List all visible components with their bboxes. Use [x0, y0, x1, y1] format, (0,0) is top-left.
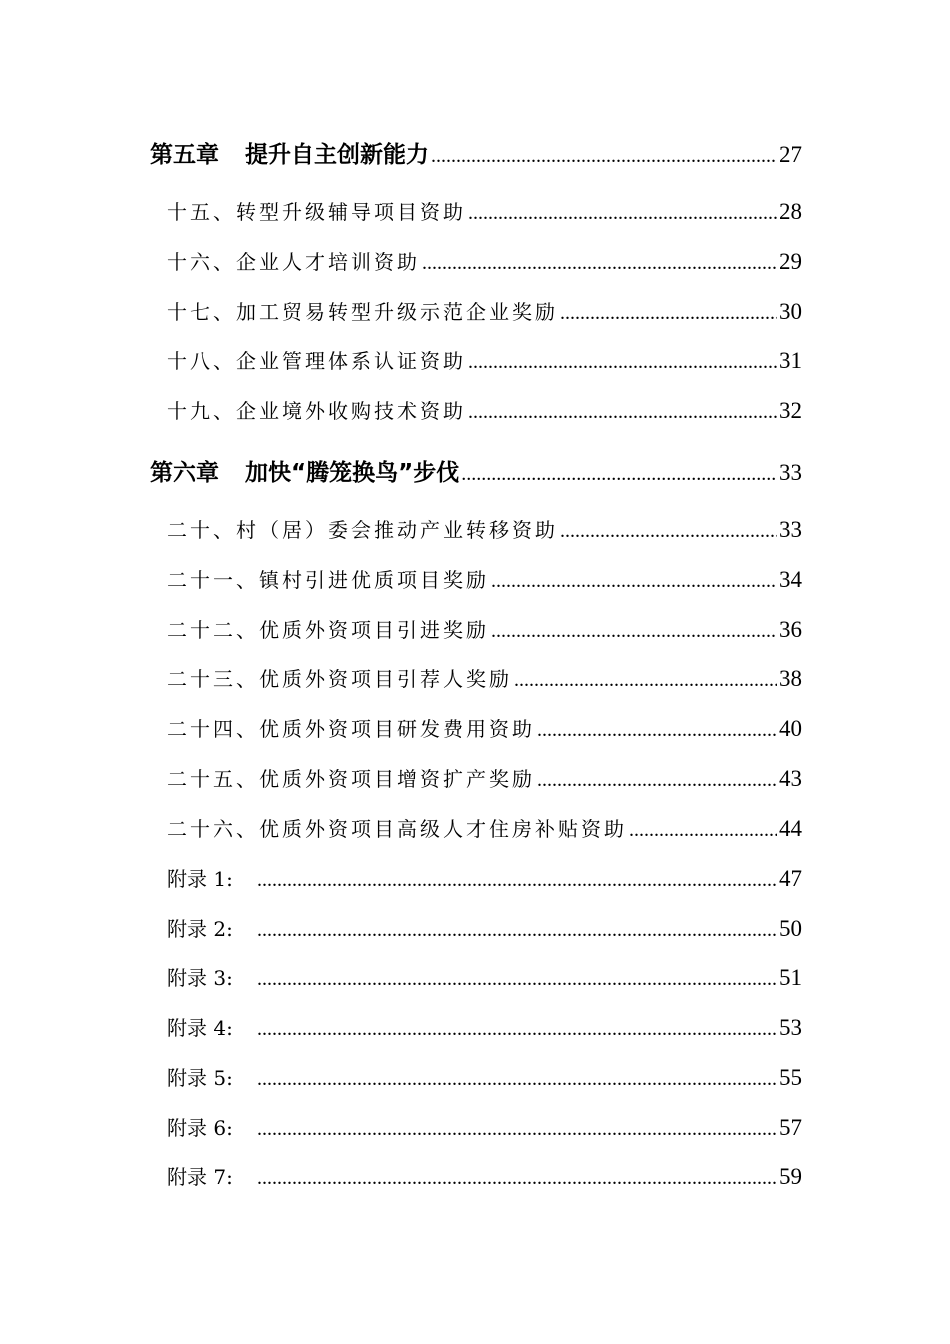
page-number: 34	[779, 567, 802, 592]
toc-entry[interactable]	[167, 246, 802, 275]
dot-leader	[629, 819, 777, 842]
toc-chapter-6[interactable]	[150, 454, 802, 487]
entry-label: 二十四、优质外资项目研发费用资助	[167, 717, 535, 741]
page-number: 59	[779, 1164, 802, 1189]
toc-entry[interactable]	[167, 196, 802, 225]
toc-entry[interactable]	[167, 564, 802, 593]
toc-appendix[interactable]	[167, 1062, 802, 1091]
toc-appendix[interactable]	[167, 962, 802, 991]
toc-appendix[interactable]	[167, 913, 802, 942]
toc-chapter-5[interactable]	[150, 136, 802, 169]
dot-leader	[257, 968, 777, 991]
dot-leader	[422, 252, 777, 275]
entry-label: 十六、企业人才培训资助	[167, 250, 420, 274]
dot-leader	[431, 145, 777, 168]
page-number: 51	[779, 965, 802, 990]
dot-leader	[491, 570, 777, 593]
page-number: 43	[779, 766, 802, 791]
page-number: 36	[779, 617, 802, 642]
entry-label: 十七、加工贸易转型升级示范企业奖励	[167, 300, 558, 324]
page-number: 53	[779, 1015, 802, 1040]
appendix-label: 附录 4:	[167, 1016, 233, 1040]
entry-label: 二十五、优质外资项目增资扩产奖励	[167, 767, 535, 791]
dot-leader	[257, 1118, 777, 1141]
page-number: 29	[779, 249, 802, 274]
page-number: 38	[779, 666, 802, 691]
toc-appendix[interactable]	[167, 1112, 802, 1141]
dot-leader	[468, 202, 777, 225]
entry-label: 二十三、优质外资项目引荐人奖励	[167, 667, 512, 691]
toc-entry[interactable]	[167, 395, 802, 424]
chapter-title: 加快“腾笼换鸟”步伐	[245, 460, 460, 486]
toc-entry[interactable]	[167, 514, 802, 543]
dot-leader	[491, 620, 777, 643]
toc-entry[interactable]	[167, 345, 802, 374]
entry-label: 二十一、镇村引进优质项目奖励	[167, 568, 489, 592]
chapter-number: 第六章	[150, 460, 219, 486]
page-number: 33	[779, 460, 802, 485]
entry-label: 二十、村（居）委会推动产业转移资助	[167, 518, 558, 542]
dot-leader	[468, 351, 777, 374]
page-number: 33	[779, 517, 802, 542]
toc-entry[interactable]	[167, 763, 802, 792]
page-number: 40	[779, 716, 802, 741]
page-number: 30	[779, 299, 802, 324]
toc-entry[interactable]	[167, 813, 802, 842]
entry-label: 十五、转型升级辅导项目资助	[167, 200, 466, 224]
appendix-label: 附录 2:	[167, 917, 233, 941]
page-number: 28	[779, 199, 802, 224]
dot-leader	[514, 669, 777, 692]
dot-leader	[560, 302, 777, 325]
page-number: 50	[779, 916, 802, 941]
page-number: 44	[779, 816, 802, 841]
appendix-label: 附录 6:	[167, 1116, 233, 1140]
toc-entry[interactable]	[167, 663, 802, 692]
toc-appendix[interactable]	[167, 863, 802, 892]
dot-leader	[461, 463, 777, 486]
appendix-label: 附录 7:	[167, 1165, 233, 1189]
dot-leader	[560, 520, 777, 543]
toc-entry[interactable]	[167, 713, 802, 742]
toc-entry[interactable]	[167, 296, 802, 325]
dot-leader	[468, 401, 777, 424]
chapter-number: 第五章	[150, 142, 219, 168]
entry-label: 二十六、优质外资项目高级人才住房补贴资助	[167, 817, 627, 841]
toc-appendix[interactable]	[167, 1161, 802, 1190]
page-number: 47	[779, 866, 802, 891]
appendix-label: 附录 3:	[167, 966, 233, 990]
entry-label: 十八、企业管理体系认证资助	[167, 349, 466, 373]
page-number: 55	[779, 1065, 802, 1090]
page-number: 57	[779, 1115, 802, 1140]
page-number: 27	[779, 142, 802, 167]
page-number: 31	[779, 348, 802, 373]
appendix-label: 附录 1:	[167, 867, 233, 891]
dot-leader	[537, 719, 777, 742]
entry-label: 十九、企业境外收购技术资助	[167, 399, 466, 423]
page-number: 32	[779, 398, 802, 423]
entry-label: 二十二、优质外资项目引进奖励	[167, 618, 489, 642]
dot-leader	[257, 1068, 777, 1091]
dot-leader	[257, 1018, 777, 1041]
dot-leader	[257, 869, 777, 892]
toc-appendix[interactable]	[167, 1012, 802, 1041]
appendix-label: 附录 5:	[167, 1066, 233, 1090]
dot-leader	[537, 769, 777, 792]
toc-entry[interactable]	[167, 614, 802, 643]
dot-leader	[257, 919, 777, 942]
chapter-title: 提升自主创新能力	[245, 142, 429, 168]
dot-leader	[257, 1167, 777, 1190]
